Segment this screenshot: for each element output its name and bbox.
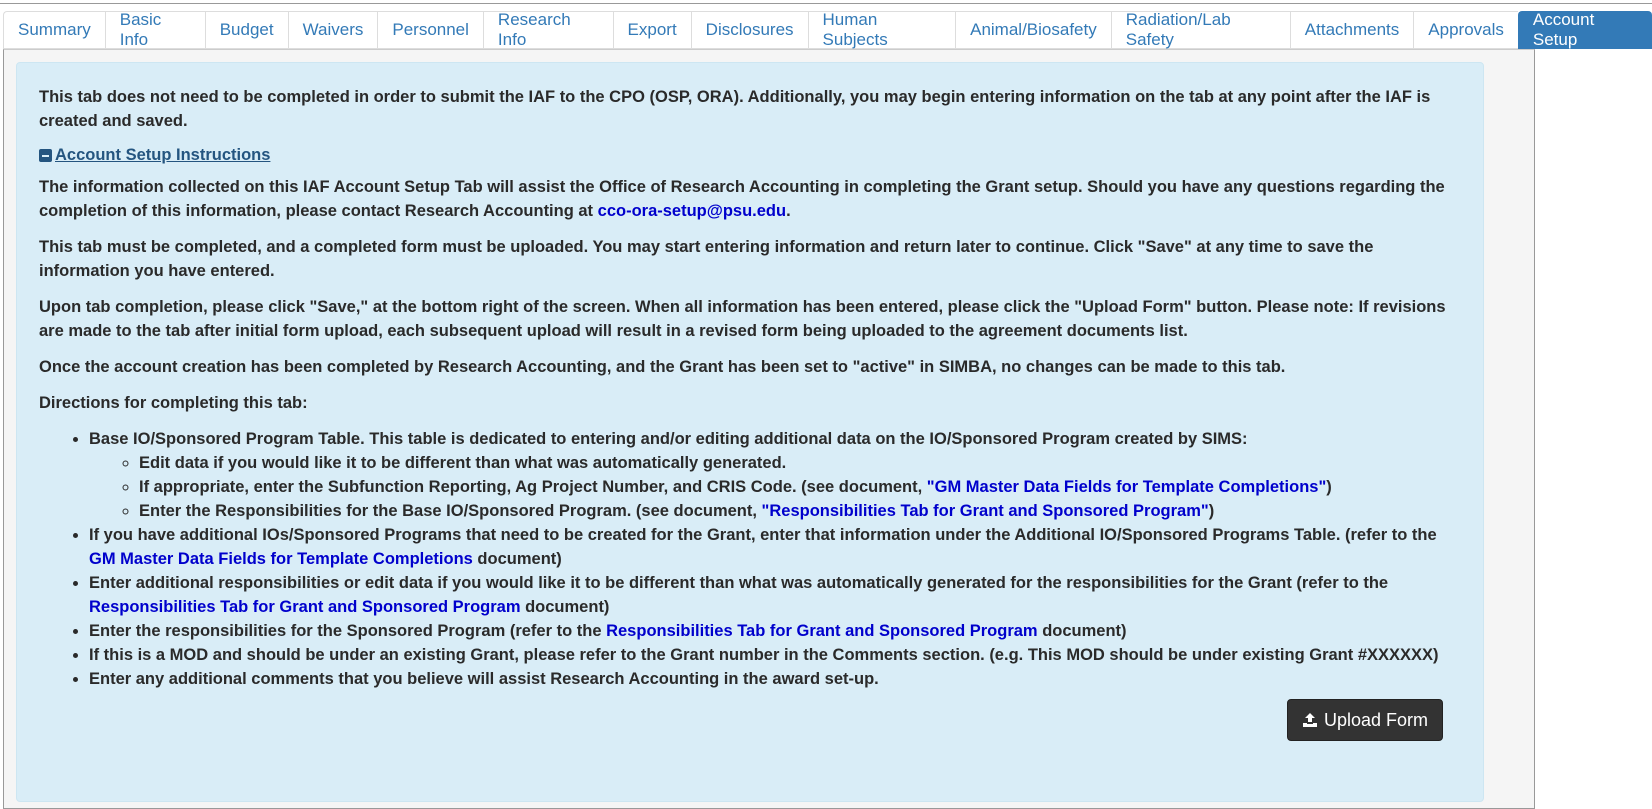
tab-research-info[interactable]: Research Info bbox=[483, 11, 613, 49]
contact-paragraph bbox=[39, 175, 1461, 223]
tab-attachments[interactable]: Attachments bbox=[1290, 11, 1414, 49]
tab-budget[interactable]: Budget bbox=[205, 11, 288, 49]
list-item: • If this is a MOD and should be under an existing Grant, please refer to the Grant number in the Comments section. (e.g. This MOD should be under existing Grant #XXXXXX) bbox=[89, 643, 1461, 667]
list-item: • Enter any additional comments that you believe will assist Research Accounting in the award set-up. bbox=[89, 667, 1461, 691]
list-item bbox=[139, 475, 1461, 499]
tab-export[interactable]: Export bbox=[613, 11, 691, 49]
responsibilities-tab-link[interactable]: "Responsibilities Tab for Grant and Sponsored Program" bbox=[761, 502, 1209, 520]
active-paragraph: Once the account creation has been completed by Research Accounting, and the Grant has been set to "active" in SIMBA, no changes can be made to this tab. bbox=[39, 358, 1286, 376]
upload-form-button[interactable] bbox=[1287, 699, 1443, 741]
list-item-text: document) bbox=[520, 598, 610, 616]
list-item-text: Base IO/Sponsored Program Table. This table is dedicated to entering and/or editing additional data on the IO/Sponsored Program created by SIMS: bbox=[89, 430, 1248, 448]
tab-disclosures[interactable]: Disclosures bbox=[691, 11, 808, 49]
tab-bar bbox=[3, 11, 1652, 49]
list-item-text: Enter the responsibilities for the Sponsored Program (refer to the bbox=[89, 622, 607, 640]
tab-human-subjects[interactable]: Human Subjects bbox=[808, 11, 956, 49]
completion-paragraph: This tab must be completed, and a completed form must be uploaded. You may start entering information and return later to continue. Click "Save" at any time to save the information you have entered. bbox=[39, 238, 1374, 280]
upload-icon bbox=[1302, 712, 1318, 728]
tab-basic-info[interactable]: Basic Info bbox=[105, 11, 205, 49]
list-item-text: Enter the Responsibilities for the Base IO/Sponsored Program. (see document, bbox=[139, 502, 762, 520]
list-item-text: ) bbox=[1208, 502, 1215, 520]
gm-master-data-link[interactable]: "GM Master Data Fields for Template Completions" bbox=[926, 478, 1327, 496]
list-item-text: document) bbox=[472, 550, 562, 568]
list-item bbox=[89, 571, 1461, 619]
list-item bbox=[139, 499, 1461, 523]
responsibilities-tab-link[interactable]: Responsibilities Tab for Grant and Sponsored Program bbox=[89, 598, 521, 616]
contact-text: The information collected on this IAF Account Setup Tab will assist the Office of Research Accounting in completing the Grant setup. Should you have any questions regarding the completion of this information, please contact Research Accounting at bbox=[39, 178, 1445, 220]
tab-personnel[interactable]: Personnel bbox=[377, 11, 483, 49]
tab-approvals[interactable]: Approvals bbox=[1413, 11, 1518, 49]
tab-animal-biosafety[interactable]: Animal/Biosafety bbox=[955, 11, 1111, 49]
directions-heading: Directions for completing this tab: bbox=[39, 394, 308, 412]
intro-text: This tab does not need to be completed in order to submit the IAF to the CPO (OSP, ORA). Additionally, you may begin entering information on the tab at any point after the IAF is created and saved. bbox=[39, 88, 1431, 130]
list-item-text: If appropriate, enter the Subfunction Reporting, Ag Project Number, and CRIS Code. (see document, bbox=[139, 478, 927, 496]
tab-summary[interactable]: Summary bbox=[3, 11, 105, 49]
list-item-text: document) bbox=[1037, 622, 1127, 640]
contact-text-end: . bbox=[786, 202, 791, 220]
directions-list bbox=[39, 427, 1461, 691]
list-item bbox=[89, 427, 1461, 523]
top-divider bbox=[0, 3, 1652, 4]
instructions-toggle-label: Account Setup Instructions bbox=[55, 146, 271, 164]
email-link[interactable]: cco-ora-setup@psu.edu bbox=[597, 202, 787, 220]
collapse-minus-icon bbox=[39, 149, 52, 162]
instructions-toggle[interactable] bbox=[39, 146, 270, 165]
tab-waivers[interactable]: Waivers bbox=[288, 11, 378, 49]
list-item-text: Enter additional responsibilities or edit data if you would like it to be different than what was automatically generated for the responsibilities for the Grant (refer to the bbox=[89, 574, 1389, 592]
list-item-text: ) bbox=[1326, 478, 1332, 496]
upload-paragraph: Upon tab completion, please click "Save," at the bottom right of the screen. When all information has been entered, please click the "Upload Form" button. Please note: If revisions are made to the tab after initial form upload, each subsequent upload will result in a revised form being uploaded to the agreement documents list. bbox=[39, 298, 1446, 340]
list-item-text: If you have additional IOs/Sponsored Programs that need to be created for the Grant, enter that information under the Additional IO/Sponsored Programs Table. (refer to the bbox=[89, 526, 1437, 544]
list-item: ◦ Edit data if you would like it to be different than what was automatically generated. bbox=[139, 451, 1461, 475]
gm-master-data-link[interactable]: GM Master Data Fields for Template Completions bbox=[89, 550, 473, 568]
responsibilities-tab-link[interactable]: Responsibilities Tab for Grant and Sponsored Program bbox=[606, 622, 1038, 640]
account-setup-info-panel bbox=[16, 62, 1484, 802]
list-item bbox=[89, 619, 1461, 643]
tab-radiation-lab-safety[interactable]: Radiation/Lab Safety bbox=[1111, 11, 1290, 49]
sub-list bbox=[89, 451, 1461, 523]
upload-form-label: Upload Form bbox=[1323, 709, 1428, 730]
list-item bbox=[89, 523, 1461, 571]
tab-account-setup[interactable]: Account Setup bbox=[1518, 11, 1652, 49]
